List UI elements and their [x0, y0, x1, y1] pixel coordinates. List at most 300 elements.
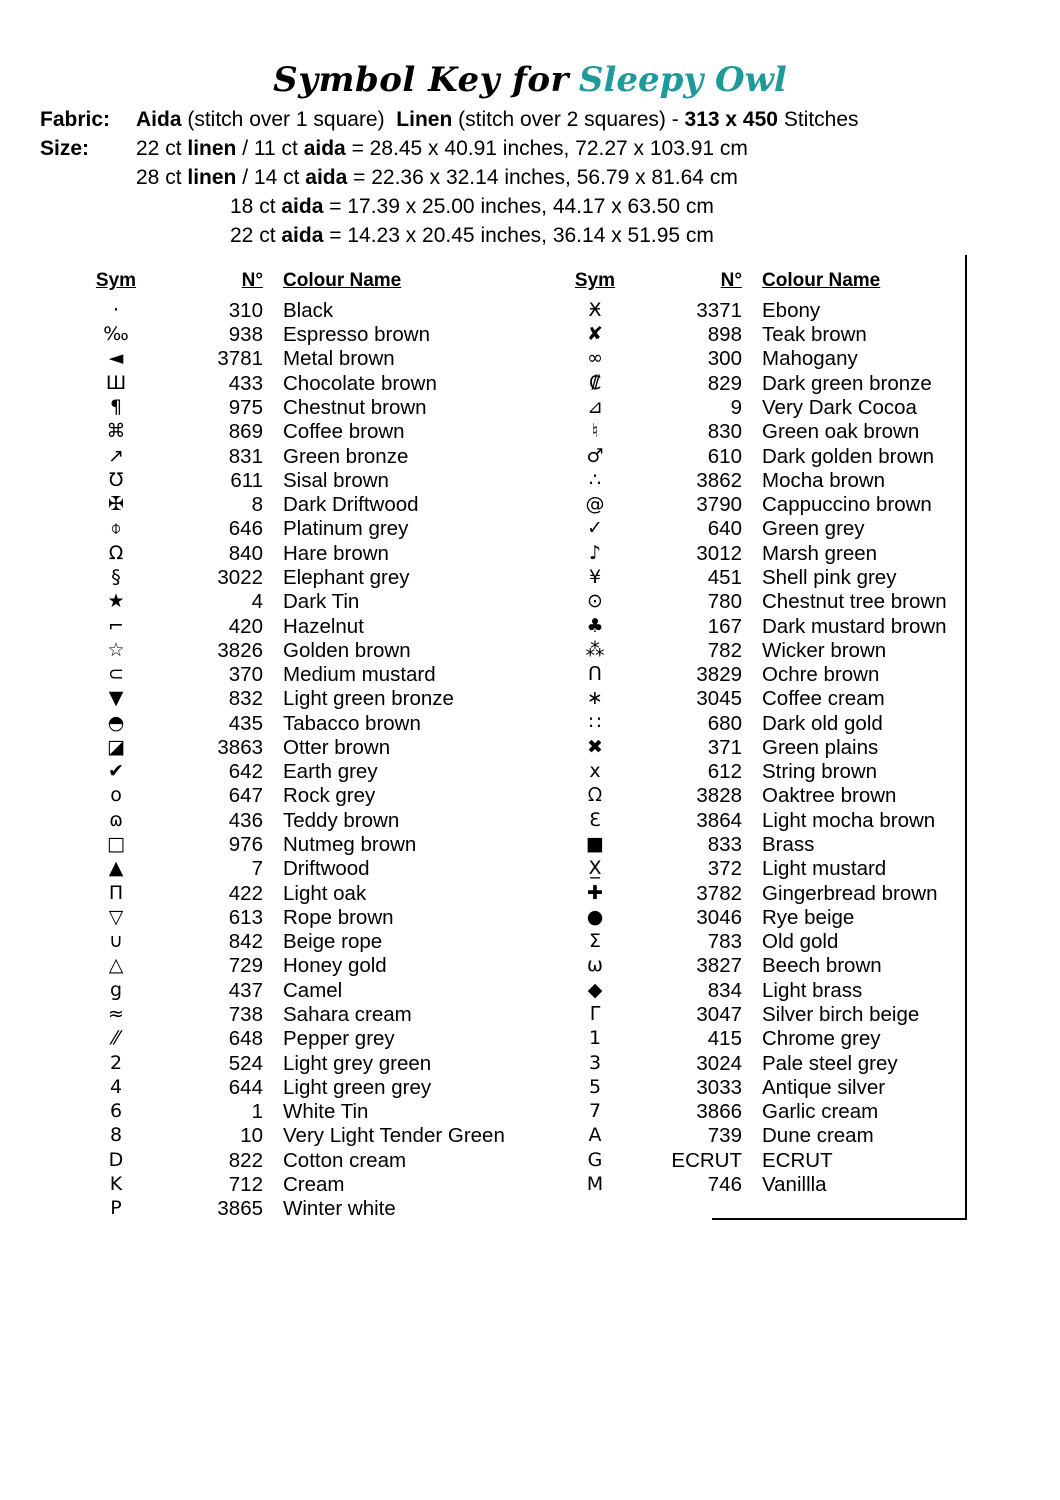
- row-symbol: ₡: [588, 371, 602, 394]
- row-number: 647: [228, 784, 263, 808]
- size-line-4: [230, 222, 1020, 251]
- row-colour-name: Mocha brown: [762, 468, 886, 492]
- row-number: 611: [230, 468, 263, 492]
- row-symbol: ∞: [587, 347, 603, 370]
- fabric-aida-note: (stitch over 1 square): [187, 108, 385, 131]
- row-symbol: ✔: [108, 760, 124, 783]
- table-row: [80, 857, 541, 881]
- row-colour-name: Espresso brown: [283, 323, 430, 347]
- row-colour-name: Teddy brown: [283, 808, 400, 832]
- row-number: 3865: [217, 1197, 263, 1221]
- row-colour-name: Pepper grey: [283, 1027, 395, 1051]
- row-colour-name: Cream: [283, 1172, 345, 1196]
- row-symbol: ᒥ: [589, 1003, 601, 1025]
- table-row: [80, 736, 541, 760]
- row-number: 9: [730, 395, 742, 419]
- row-number: 738: [228, 1003, 263, 1026]
- table-row: [559, 542, 1020, 566]
- row-colour-name: Tabacco brown: [283, 711, 421, 735]
- table-row: [80, 566, 541, 590]
- row-colour-name: Light mustard: [762, 857, 887, 881]
- row-symbol: G: [587, 1148, 603, 1171]
- row-colour-name: Light green bronze: [283, 687, 454, 711]
- row-number: 3863: [217, 735, 263, 759]
- row-colour-name: Wicker brown: [762, 638, 887, 662]
- row-symbol: 2: [109, 1051, 123, 1074]
- row-colour-name: Rock grey: [283, 784, 376, 808]
- row-number: 648: [228, 1027, 263, 1051]
- row-number: 644: [228, 1075, 263, 1099]
- size-1-a: 22 ct: [136, 136, 188, 160]
- row-symbol: ᑎ: [588, 663, 602, 686]
- row-symbol: ■: [586, 833, 604, 856]
- row-symbol: M: [586, 1172, 604, 1195]
- row-number: 436: [228, 808, 263, 832]
- row-number: 833: [707, 833, 742, 857]
- row-number: 822: [228, 1148, 263, 1172]
- row-number: 610: [707, 444, 742, 468]
- row-colour-name: Rope brown: [283, 905, 394, 929]
- row-number: 433: [228, 371, 263, 395]
- row-symbol: ◆: [587, 978, 603, 1001]
- table-row: [80, 299, 541, 323]
- size-1-b: linen: [187, 136, 237, 160]
- row-number: 372: [707, 857, 742, 881]
- row-colour-name: Beech brown: [762, 954, 882, 978]
- row-number: 712: [228, 1172, 263, 1196]
- row-symbol: 1: [588, 1027, 602, 1050]
- row-colour-name: Dark green bronze: [762, 371, 932, 395]
- size-2-e: = 22.36 x 32.14 inches, 56.79 x 81.64 cm: [347, 165, 738, 189]
- row-symbol: ·: [112, 298, 120, 321]
- row-colour-name: Sisal brown: [283, 468, 389, 492]
- table-row: [80, 833, 541, 857]
- row-number: 3862: [696, 468, 742, 492]
- size-1-d: aida: [303, 136, 346, 160]
- row-symbol: 8: [109, 1124, 123, 1147]
- row-number: 310: [228, 298, 263, 322]
- table-row: [80, 517, 541, 541]
- row-symbol: D: [108, 1148, 124, 1171]
- row-colour-name: Elephant grey: [283, 565, 410, 589]
- table-row: [80, 323, 541, 347]
- table-row: [80, 954, 541, 978]
- row-symbol: g: [109, 978, 123, 1001]
- row-symbol: ♣: [586, 614, 604, 637]
- stitch-word: Stitches: [783, 108, 859, 131]
- table-row: [559, 445, 1020, 469]
- table-row: [559, 396, 1020, 420]
- row-number: 415: [707, 1027, 742, 1051]
- fabric-aida: Aida: [136, 108, 182, 131]
- table-row: [80, 590, 541, 614]
- row-colour-name: Chestnut tree brown: [762, 590, 947, 614]
- table-row: [80, 1076, 541, 1100]
- row-symbol: ¶: [109, 395, 123, 418]
- table-row: [559, 372, 1020, 396]
- row-colour-name: Ebony: [762, 298, 821, 322]
- row-colour-name: Light mocha brown: [762, 808, 936, 832]
- size-label: Size:: [40, 136, 90, 160]
- size-3-e: = 17.39 x 25.00 inches, 44.17 x 63.50 cm: [323, 194, 714, 218]
- table-row: [559, 615, 1020, 639]
- table-row: [559, 882, 1020, 906]
- fabric-label: Fabric:: [40, 108, 111, 131]
- row-colour-name: Earth grey: [283, 760, 378, 784]
- row-number: 3781: [217, 347, 263, 371]
- row-number: 783: [707, 930, 742, 954]
- table-row: [559, 469, 1020, 493]
- row-symbol: ◪: [107, 735, 125, 758]
- table-row: [80, 493, 541, 517]
- table-row: [80, 542, 541, 566]
- row-symbol: ♂: [586, 444, 604, 467]
- table-row: [80, 1100, 541, 1124]
- row-number: 4: [251, 590, 263, 614]
- row-colour-name: Green oak brown: [762, 420, 920, 444]
- row-symbol: Π: [108, 881, 124, 904]
- row-symbol: ℧: [108, 468, 124, 491]
- table-row: [80, 396, 541, 420]
- row-symbol: ☆: [107, 638, 125, 661]
- row-symbol: ◓: [107, 711, 125, 734]
- row-symbol: ◄: [108, 347, 124, 370]
- symbol-tables: [40, 269, 1020, 1222]
- table-row: [559, 493, 1020, 517]
- row-colour-name: Brass: [762, 833, 815, 857]
- size-line-3: [230, 193, 1020, 222]
- row-colour-name: Very Light Tender Green: [283, 1124, 505, 1148]
- row-symbol: 7: [588, 1100, 602, 1123]
- table-row: [80, 1197, 541, 1221]
- row-symbol: Ω: [108, 541, 124, 564]
- header-sym: Sym: [574, 269, 616, 291]
- row-symbol: 3: [588, 1051, 602, 1074]
- row-colour-name: Pale steel grey: [762, 1051, 898, 1075]
- row-colour-name: Hazelnut: [283, 614, 364, 638]
- row-number: 646: [228, 517, 263, 541]
- row-colour-name: Gingerbread brown: [762, 881, 938, 905]
- row-symbol: ↗: [108, 444, 124, 467]
- row-colour-name: ECRUT: [762, 1148, 833, 1172]
- page-title: [40, 60, 1020, 100]
- size-2-a: 28 ct: [136, 165, 188, 189]
- row-colour-name: Ochre brown: [762, 663, 880, 687]
- row-symbol: ≈: [108, 1003, 124, 1025]
- row-number: 746: [707, 1172, 742, 1196]
- table-row: [559, 1173, 1020, 1197]
- row-number: 832: [228, 687, 263, 711]
- row-number: 3012: [696, 541, 742, 565]
- row-symbol: ‰: [103, 323, 129, 346]
- row-symbol: ⊿: [587, 395, 603, 418]
- row-colour-name: Antique silver: [762, 1075, 886, 1099]
- row-number: 842: [228, 930, 263, 954]
- row-colour-name: Dune cream: [762, 1124, 874, 1148]
- row-colour-name: Coffee brown: [283, 420, 405, 444]
- size-line-1: [40, 135, 1020, 164]
- row-colour-name: Chocolate brown: [283, 371, 437, 395]
- row-colour-name: String brown: [762, 760, 878, 784]
- table-row: [559, 1100, 1020, 1124]
- row-symbol: ɷ: [109, 808, 123, 831]
- row-number: 7: [251, 857, 263, 881]
- row-symbol: 4: [109, 1075, 123, 1098]
- row-colour-name: Teak brown: [762, 323, 867, 347]
- size-1-e: = 28.45 x 40.91 inches, 72.27 x 103.91 cm: [345, 136, 748, 160]
- row-number: 729: [228, 954, 263, 978]
- row-number: 3828: [696, 784, 742, 808]
- fabric-linen: Linen: [396, 108, 453, 131]
- row-number: 680: [707, 711, 742, 735]
- table-row: [559, 590, 1020, 614]
- right-symbol-table: [559, 269, 1020, 1197]
- row-number: 422: [228, 881, 263, 905]
- row-colour-name: Otter brown: [283, 735, 391, 759]
- row-colour-name: Green grey: [762, 517, 865, 541]
- row-colour-name: Oaktree brown: [762, 784, 897, 808]
- table-row: [559, 639, 1020, 663]
- row-colour-name: Green bronze: [283, 444, 409, 468]
- row-number: 167: [707, 614, 742, 638]
- row-number: 3782: [696, 881, 742, 905]
- table-row: [559, 323, 1020, 347]
- row-symbol: ⊙: [587, 590, 603, 613]
- row-number: 451: [707, 565, 742, 589]
- row-symbol: ∴: [588, 468, 602, 491]
- table-row: [559, 517, 1020, 541]
- row-colour-name: Camel: [283, 978, 343, 1002]
- size-3-d: aida: [281, 194, 324, 218]
- row-colour-name: Light oak: [283, 881, 367, 905]
- row-colour-name: Mahogany: [762, 347, 858, 371]
- row-colour-name: Chestnut brown: [283, 395, 427, 419]
- table-row: [80, 760, 541, 784]
- table-row: [80, 469, 541, 493]
- row-number: 739: [707, 1124, 742, 1148]
- row-colour-name: Light brass: [762, 978, 863, 1002]
- row-number: 3047: [696, 1003, 742, 1026]
- row-symbol: ✠: [108, 493, 124, 516]
- table-row: [559, 857, 1020, 881]
- table-row: [559, 299, 1020, 323]
- row-number: 420: [228, 614, 263, 638]
- size-3-c: 18 ct: [230, 194, 282, 218]
- row-number: 834: [707, 978, 742, 1002]
- row-number: 782: [707, 638, 742, 662]
- table-row: [80, 687, 541, 711]
- row-symbol: ★: [107, 590, 125, 613]
- row-symbol: x: [589, 760, 601, 783]
- row-colour-name: Vanillla: [762, 1172, 827, 1196]
- fabric-line: [40, 106, 1020, 135]
- table-row: [559, 1149, 1020, 1173]
- row-colour-name: Sahara cream: [283, 1003, 412, 1026]
- table-row: [559, 784, 1020, 808]
- row-number: 898: [707, 323, 742, 347]
- row-symbol: ⁂: [585, 638, 605, 661]
- row-number: 869: [228, 420, 263, 444]
- row-number: 3829: [696, 663, 742, 687]
- table-row: [80, 712, 541, 736]
- table-row: [559, 833, 1020, 857]
- row-number: 1: [251, 1100, 263, 1124]
- row-colour-name: Chrome grey: [762, 1027, 881, 1051]
- row-colour-name: Cappuccino brown: [762, 493, 932, 517]
- row-colour-name: Dark Tin: [283, 590, 360, 614]
- size-line-2: [136, 164, 1020, 193]
- row-symbol: 5: [588, 1075, 602, 1098]
- header-name: Colour Name: [283, 269, 402, 291]
- table-row: [559, 930, 1020, 954]
- table-row: [80, 1149, 541, 1173]
- table-row: [559, 979, 1020, 1003]
- row-symbol: ∷: [588, 711, 602, 734]
- size-4-e: = 14.23 x 20.45 inches, 36.14 x 51.95 cm: [323, 223, 714, 247]
- row-colour-name: Honey gold: [283, 954, 387, 978]
- row-symbol: □: [107, 833, 125, 856]
- table-row: [80, 615, 541, 639]
- table-header-row: [80, 269, 541, 299]
- row-symbol: Ɛ: [589, 808, 601, 831]
- row-symbol: ⌽: [110, 517, 122, 540]
- row-colour-name: Driftwood: [283, 857, 370, 881]
- size-1-c: / 11 ct: [236, 136, 304, 160]
- row-colour-name: Marsh green: [762, 541, 878, 565]
- row-number: 370: [228, 663, 263, 687]
- row-symbol: ●: [586, 905, 604, 928]
- row-symbol: ▼: [108, 687, 124, 710]
- size-2-c: / 14 ct: [236, 165, 306, 189]
- row-symbol: Σ: [588, 930, 601, 953]
- row-number: 8: [251, 493, 263, 517]
- row-number: 3046: [696, 905, 742, 929]
- title-design-name: Sleepy Owl: [578, 60, 787, 100]
- row-number: 3022: [217, 565, 263, 589]
- table-row: [559, 712, 1020, 736]
- table-row: [80, 372, 541, 396]
- page-frame-right-rule: [965, 255, 967, 1220]
- right-column-block: [559, 269, 1020, 1222]
- row-colour-name: Dark mustard brown: [762, 614, 947, 638]
- size-2-d: aida: [305, 165, 348, 189]
- table-row: [80, 639, 541, 663]
- row-number: 3024: [696, 1051, 742, 1075]
- table-row: [80, 1027, 541, 1051]
- size-4-c: 22 ct: [230, 223, 282, 247]
- row-symbol: ♮: [591, 420, 599, 443]
- row-colour-name: Golden brown: [283, 638, 411, 662]
- size-2-b: linen: [187, 165, 237, 189]
- row-number: 524: [228, 1051, 263, 1075]
- table-row: [80, 930, 541, 954]
- table-row: [559, 1052, 1020, 1076]
- row-symbol: △: [108, 954, 124, 977]
- row-number: 830: [707, 420, 742, 444]
- row-number: 976: [228, 833, 263, 857]
- table-row: [559, 347, 1020, 371]
- table-row: [559, 1076, 1020, 1100]
- row-number: 840: [228, 541, 263, 565]
- row-symbol: ▲: [108, 857, 124, 880]
- row-number: 829: [707, 371, 742, 395]
- row-number: 642: [228, 760, 263, 784]
- row-number: ECRUT: [671, 1148, 742, 1172]
- title-prefix: Symbol Key for: [273, 60, 569, 100]
- left-symbol-table: [80, 269, 541, 1222]
- row-number: 3790: [696, 493, 742, 517]
- row-symbol: Ш: [105, 371, 127, 394]
- row-number: 371: [707, 735, 742, 759]
- row-colour-name: Dark golden brown: [762, 444, 935, 468]
- row-number: 3864: [696, 808, 742, 832]
- row-symbol: o: [110, 784, 122, 807]
- row-number: 3826: [217, 638, 263, 662]
- row-colour-name: Cotton cream: [283, 1148, 407, 1172]
- row-number: 437: [228, 978, 263, 1002]
- header-name: Colour Name: [762, 269, 881, 291]
- row-symbol: K: [109, 1172, 123, 1195]
- row-symbol: ✖: [587, 735, 603, 758]
- row-colour-name: Very Dark Cocoa: [762, 395, 917, 419]
- row-colour-name: Silver birch beige: [762, 1003, 920, 1026]
- row-symbol: ∗: [587, 687, 603, 710]
- table-row: [80, 420, 541, 444]
- row-colour-name: Black: [283, 298, 334, 322]
- row-symbol: P: [110, 1197, 122, 1220]
- table-row: [559, 1124, 1020, 1148]
- header-num: N°: [720, 269, 742, 291]
- row-symbol: §: [111, 565, 121, 588]
- row-number: 3371: [696, 298, 742, 322]
- table-row: [559, 566, 1020, 590]
- table-row: [559, 760, 1020, 784]
- table-row: [80, 1173, 541, 1197]
- row-colour-name: Metal brown: [283, 347, 395, 371]
- row-colour-name: Medium mustard: [283, 663, 436, 687]
- row-symbol: ✓: [587, 517, 603, 540]
- row-number: 3866: [696, 1100, 742, 1124]
- stitch-count: 313 x 450: [684, 108, 778, 131]
- row-colour-name: Coffee cream: [762, 687, 885, 711]
- table-row: [80, 1003, 541, 1027]
- row-colour-name: Dark Driftwood: [283, 493, 419, 517]
- row-number: 3045: [696, 687, 742, 711]
- row-colour-name: Old gold: [762, 930, 839, 954]
- row-colour-name: Garlic cream: [762, 1100, 879, 1124]
- header-sym: Sym: [95, 269, 137, 291]
- left-column-block: [80, 269, 541, 1222]
- row-colour-name: Light grey green: [283, 1051, 432, 1075]
- row-symbol: ✘: [587, 323, 603, 346]
- row-number: 10: [240, 1124, 263, 1148]
- row-symbol: A: [588, 1124, 602, 1147]
- row-symbol: ✚: [587, 881, 603, 904]
- row-symbol: ⌐: [108, 614, 124, 637]
- row-number: 613: [228, 905, 263, 929]
- row-colour-name: Shell pink grey: [762, 565, 897, 589]
- table-row: [559, 1027, 1020, 1051]
- row-number: 975: [228, 395, 263, 419]
- row-symbol: ¥: [588, 565, 602, 588]
- table-row: [80, 979, 541, 1003]
- size-4-d: aida: [281, 223, 324, 247]
- table-row: [559, 420, 1020, 444]
- table-row: [80, 784, 541, 808]
- header-num: N°: [241, 269, 263, 291]
- row-symbol: ω: [587, 954, 603, 977]
- row-number: 612: [707, 760, 742, 784]
